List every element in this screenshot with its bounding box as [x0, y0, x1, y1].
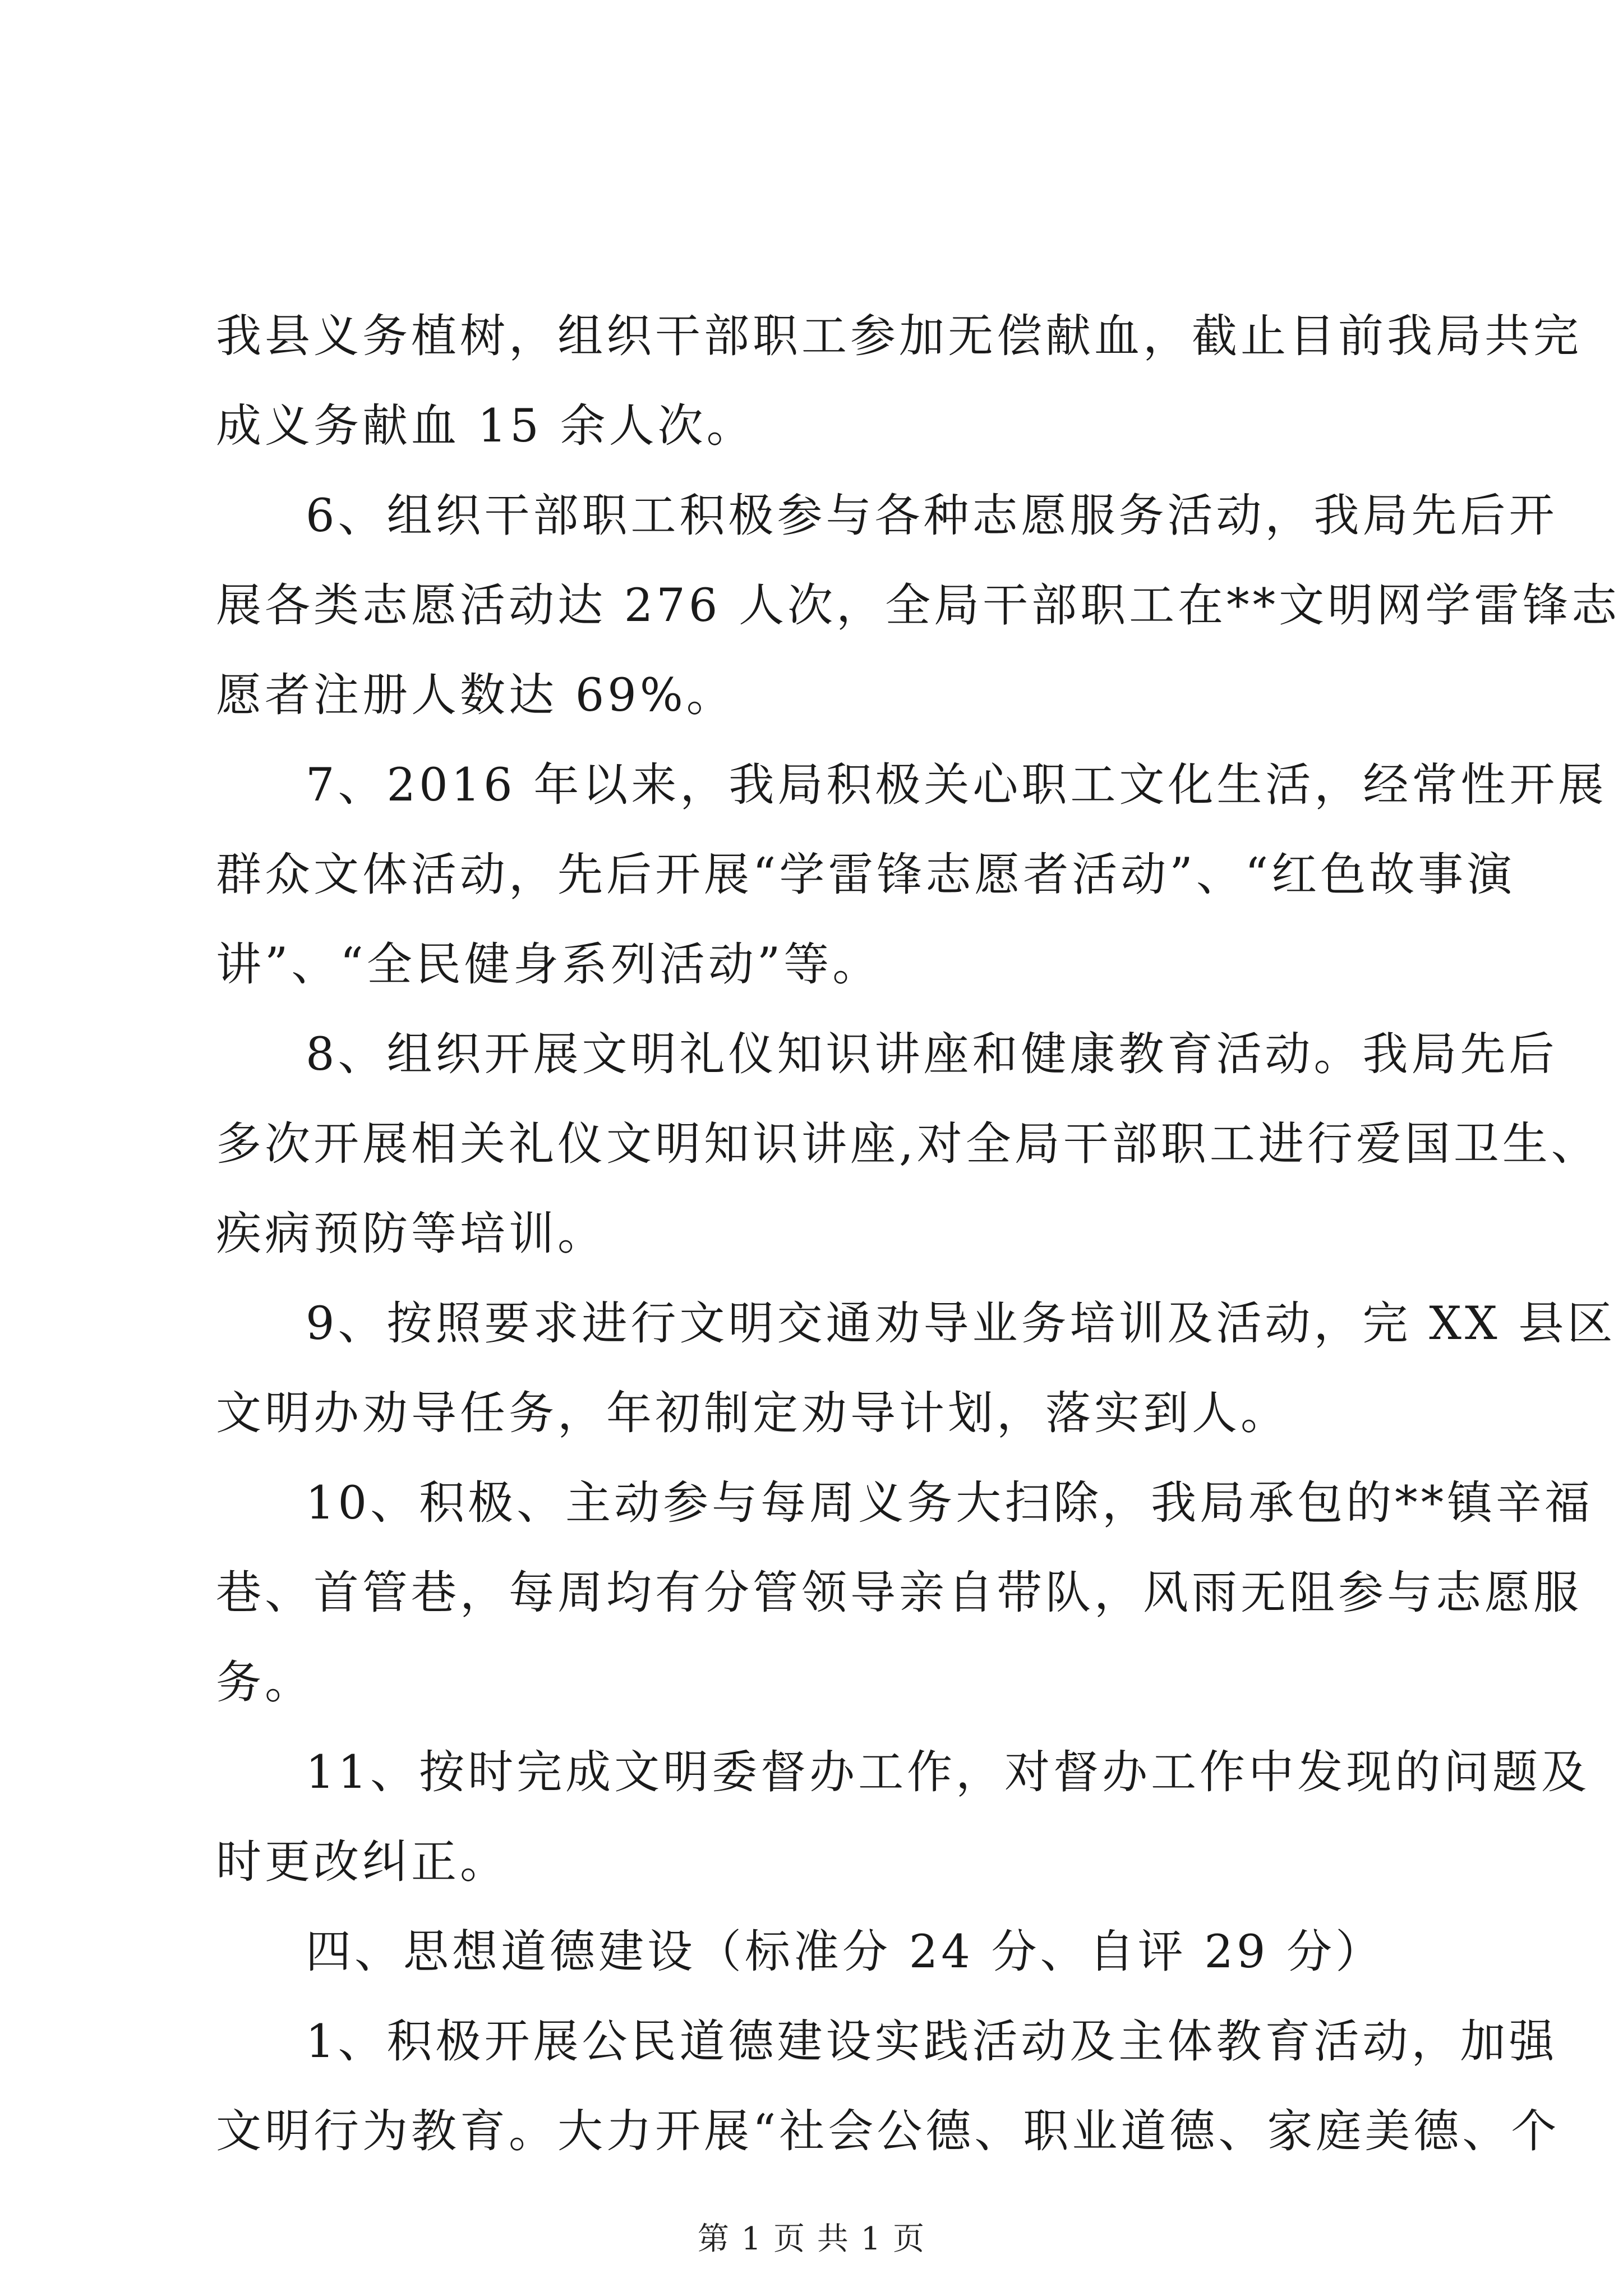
paragraph-9-start: 9、按照要求进行文明交通劝导业务培训及活动，完 XX 县区: [306, 1297, 1616, 1350]
body-text-line: 愿者注册人数达 69%。: [216, 669, 735, 722]
body-text-line: 我县义务植树，组织干部职工参加无偿献血，截止目前我局共完: [216, 310, 1583, 363]
paragraph-1-start: 1、积极开展公民道德建设实践活动及主体教育活动，加强: [306, 2016, 1558, 2068]
body-text-line: 巷、首管巷，每周均有分管领导亲自带队，风雨无阻参与志愿服: [216, 1567, 1583, 1619]
paragraph-6-start: 6、组织干部职工积极参与各种志愿服务活动，我局先后开: [306, 490, 1558, 542]
body-text-line: 多次开展相关礼仪文明知识讲座,对全局干部职工进行爱国卫生、: [216, 1118, 1600, 1171]
body-text-line: 文明办劝导任务，年初制定劝导计划，落实到人。: [216, 1387, 1290, 1440]
body-text-line: 成义务献血 15 余人次。: [216, 400, 755, 453]
body-text-line: 文明行为教育。大力开展“社会公德、职业道德、家庭美德、个: [216, 2105, 1560, 2158]
paragraph-8-start: 8、组织开展文明礼仪知识讲座和健康教育活动。我局先后: [306, 1028, 1558, 1081]
body-text-line: 务。: [216, 1657, 314, 1709]
body-text-line: 群众文体活动，先后开展“学雷锋志愿者活动”、“红色故事演: [216, 849, 1516, 901]
paragraph-10-start: 10、积极、主动参与每周义务大扫除，我局承包的**镇辛福: [306, 1477, 1594, 1530]
paragraph-11-start: 11、按时完成文明委督办工作，对督办工作中发现的问题及: [306, 1746, 1590, 1799]
body-text-line: 时更改纠正。: [216, 1836, 509, 1889]
page-footer: 第 1 页 共 1 页: [697, 2221, 926, 2257]
body-text-line: 疾病预防等培训。: [216, 1208, 607, 1260]
paragraph-7-start: 7、2016 年以来，我局积极关心职工文化生活，经常性开展: [306, 759, 1607, 812]
body-text-line: 展各类志愿活动达 276 人次，全局干部职工在**文明网学雷锋志: [216, 579, 1621, 632]
section-heading: 四、思想道德建设（标准分 24 分、自评 29 分）: [306, 1926, 1385, 1978]
body-text-line: 讲”、“全民健身系列活动”等。: [216, 938, 882, 991]
